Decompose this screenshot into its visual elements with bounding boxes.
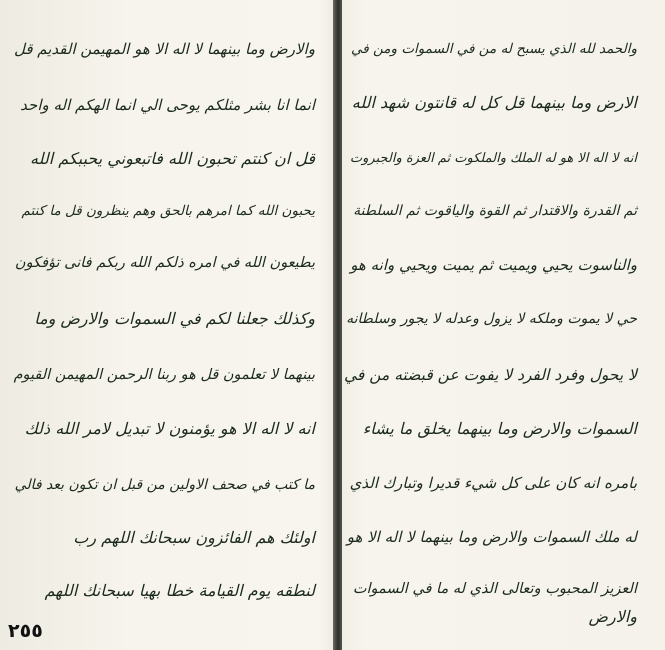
left-line-9: ما كتب في صحف الاولين من قبل ان تكون بعد فالي (14, 477, 315, 493)
left-line-11: لنطقه يوم القيامة خطا بهيا سبحانك اللهم (44, 581, 315, 600)
right-line-6: حي لا يموت وملكه لا يزول وعدله لا يجور وسلطانه (346, 311, 637, 327)
right-line-11: العزيز المحبوب وتعالى الذي له ما في السموات (352, 581, 637, 597)
right-line-2: الارض وما بينهما قل كل له قانتون شهد الله (351, 93, 637, 112)
left-line-1: والارض وما بينهما لا اله الا هو المهيمن القديم قل (13, 40, 315, 58)
right-line-5: والناسوت يحيي ويميت ثم يميت ويحيي وانه هو (350, 256, 637, 274)
left-line-3: قل ان كنتم تحبون الله فاتبعوني يحببكم الله (30, 149, 315, 168)
right-line-10: له ملك السموات والارض وما بينهما لا اله الا هو (346, 528, 637, 546)
left-line-10: اولئك هم الفائزون سبحانك اللهم رب (73, 528, 315, 547)
left-line-4: يحبون الله كما امرهم بالحق وهم ينظرون قل ما كنتم (21, 203, 315, 219)
right-line-4: ثم القدرة والاقتدار ثم القوة والياقوت ثم السلطنة (353, 203, 637, 219)
right-line-9: بامره انه كان على كل شيء قديرا وتبارك الذي (349, 474, 637, 492)
right-line-3: انه لا اله الا هو له الملك والملكوت ثم العزة والجبروت (349, 151, 637, 166)
left-line-5: يطيعون الله في امره ذلكم الله ربكم فانى تؤفكون (14, 255, 315, 271)
left-line-2: انما انا بشر مثلكم يوحى الي انما الهكم اله واحد (20, 96, 315, 114)
right-line-12: والارض (588, 607, 637, 626)
book-gutter (333, 0, 342, 650)
page-number: ٢٥٥ (8, 620, 43, 642)
left-line-7: بينهما لا تعلمون قل هو ربنا الرحمن المهيمن القيوم (13, 367, 315, 383)
right-line-8: السموات والارض وما بينهما يخلق ما يشاء (362, 419, 637, 438)
right-page (342, 0, 665, 650)
left-line-6: وكذلك جعلنا لكم في السموات والارض وما (34, 309, 315, 328)
left-line-8: انه لا اله الا هو يؤمنون لا تبديل لامر الله ذلك (24, 419, 315, 438)
right-line-1: والحمد لله الذي يسبح له من في السموات ومن في (351, 41, 637, 57)
right-line-7: لا يحول وفرد الفرد لا يفوت عن قبضته من في (343, 366, 637, 384)
